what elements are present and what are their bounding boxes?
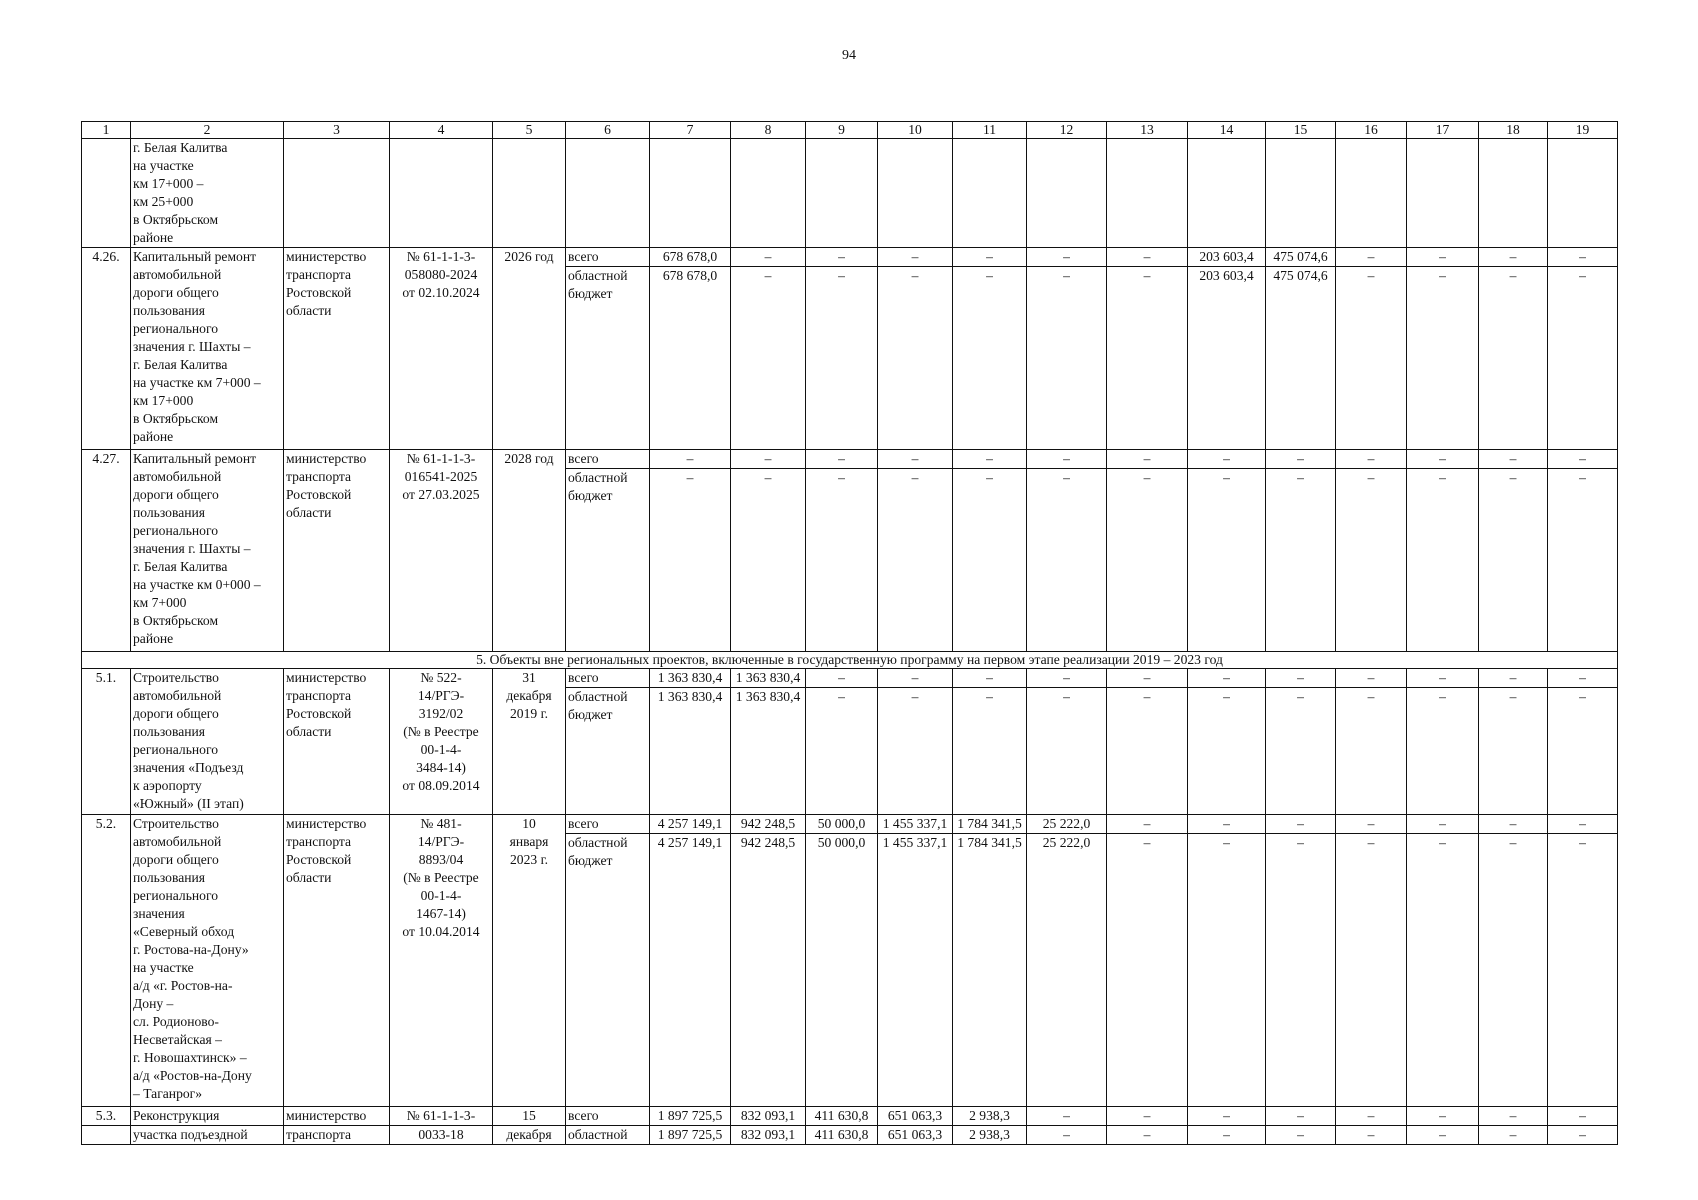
amount-cell: – — [1548, 267, 1618, 450]
amount-cell: 651 063,3 — [878, 1107, 953, 1126]
responsible-org: министерство транспорта Ростовской области — [284, 248, 390, 450]
object-name: Реконструкция — [131, 1107, 284, 1126]
object-name: участка подъездной — [131, 1126, 284, 1145]
expertise-document: № 522- 14/РГЭ- 3192/02 (№ в Реестре 00-1-4- 3484-14) от 08.09.2014 — [390, 669, 493, 815]
amount-cell: – — [1336, 815, 1407, 834]
column-number: 17 — [1407, 122, 1479, 139]
table-cell — [650, 139, 731, 248]
amount-cell: 1 363 830,4 — [650, 669, 731, 688]
object-name: Капитальный ремонт автомобильной дороги общего пользования регионального значения г. Шахты – г. Белая Калитва на участке км 7+000 – км 17+000 в Октябрьском районе — [131, 248, 284, 450]
table-cell — [566, 139, 650, 248]
row-number: 5.1. — [82, 669, 131, 815]
amount-cell: – — [1548, 248, 1618, 267]
amount-cell: – — [1027, 469, 1107, 652]
completion-date: декабря — [493, 1126, 566, 1145]
amount-cell: 4 257 149,1 — [650, 834, 731, 1107]
amount-cell: – — [1479, 450, 1548, 469]
funding-source: областной бюджет — [566, 834, 650, 1107]
responsible-org: министерство транспорта Ростовской области — [284, 815, 390, 1107]
amount-cell: – — [878, 267, 953, 450]
table-cell — [1027, 139, 1107, 248]
table-cell — [1266, 139, 1336, 248]
table-row — [82, 815, 1618, 834]
funding-source: всего — [566, 1107, 650, 1126]
amount-cell: – — [1479, 669, 1548, 688]
amount-cell: 50 000,0 — [806, 815, 878, 834]
amount-cell: – — [878, 469, 953, 652]
amount-cell: 678 678,0 — [650, 267, 731, 450]
amount-cell: – — [1548, 669, 1618, 688]
expertise-document: № 61-1-1-3- 058080-2024 от 02.10.2024 — [390, 248, 493, 450]
amount-cell: 411 630,8 — [806, 1126, 878, 1145]
amount-cell: 678 678,0 — [650, 248, 731, 267]
amount-cell: – — [1107, 1107, 1188, 1126]
table-cell — [390, 139, 493, 248]
amount-cell: – — [1107, 669, 1188, 688]
column-number: 14 — [1188, 122, 1266, 139]
amount-cell: 411 630,8 — [806, 1107, 878, 1126]
amount-cell: – — [1266, 834, 1336, 1107]
amount-cell: – — [1407, 1107, 1479, 1126]
amount-cell: 1 363 830,4 — [650, 688, 731, 815]
column-number: 9 — [806, 122, 878, 139]
amount-cell: – — [1188, 1126, 1266, 1145]
amount-cell: – — [731, 450, 806, 469]
column-number: 8 — [731, 122, 806, 139]
amount-cell: – — [1266, 1107, 1336, 1126]
amount-cell: – — [1027, 669, 1107, 688]
responsible-org: министерство транспорта Ростовской области — [284, 450, 390, 652]
row-number: 4.26. — [82, 248, 131, 450]
row-number: 5.2. — [82, 815, 131, 1107]
completion-date: 2028 год — [493, 450, 566, 652]
amount-cell: – — [1107, 834, 1188, 1107]
amount-cell: – — [1188, 834, 1266, 1107]
amount-cell: – — [1336, 450, 1407, 469]
amount-cell: 651 063,3 — [878, 1126, 953, 1145]
amount-cell: – — [953, 469, 1027, 652]
amount-cell: – — [1336, 248, 1407, 267]
amount-cell: – — [1188, 688, 1266, 815]
amount-cell: 832 093,1 — [731, 1126, 806, 1145]
amount-cell: – — [1107, 688, 1188, 815]
amount-cell: – — [1407, 815, 1479, 834]
column-number: 16 — [1336, 122, 1407, 139]
funding-source: всего — [566, 248, 650, 267]
amount-cell: – — [953, 450, 1027, 469]
column-number: 1 — [82, 122, 131, 139]
table-cell — [953, 139, 1027, 248]
column-number: 10 — [878, 122, 953, 139]
table-cell — [878, 139, 953, 248]
amount-cell: – — [953, 669, 1027, 688]
section-row — [82, 652, 1618, 669]
column-number: 6 — [566, 122, 650, 139]
amount-cell: – — [953, 688, 1027, 815]
amount-cell: – — [1407, 1126, 1479, 1145]
header-row — [82, 122, 1618, 139]
amount-cell: 1 897 725,5 — [650, 1107, 731, 1126]
amount-cell: – — [1107, 267, 1188, 450]
amount-cell: – — [1266, 1126, 1336, 1145]
table-cell — [284, 139, 390, 248]
object-name: Капитальный ремонт автомобильной дороги общего пользования регионального значения г. Шахты – г. Белая Калитва на участке км 0+000 – км 7+000 в Октябрьском районе — [131, 450, 284, 652]
table-cell — [1479, 139, 1548, 248]
table-cell — [1107, 139, 1188, 248]
amount-cell: 1 784 341,5 — [953, 815, 1027, 834]
table-cell — [1336, 139, 1407, 248]
amount-cell: – — [1107, 815, 1188, 834]
column-number: 12 — [1027, 122, 1107, 139]
amount-cell: 4 257 149,1 — [650, 815, 731, 834]
amount-cell: – — [878, 248, 953, 267]
table-row — [82, 139, 1618, 248]
amount-cell: 2 938,3 — [953, 1126, 1027, 1145]
amount-cell: 942 248,5 — [731, 815, 806, 834]
table-row — [82, 450, 1618, 469]
amount-cell: – — [1336, 834, 1407, 1107]
amount-cell: – — [953, 248, 1027, 267]
funding-source: областной бюджет — [566, 688, 650, 815]
amount-cell: – — [731, 469, 806, 652]
table-row — [82, 1107, 1618, 1126]
amount-cell: – — [1479, 469, 1548, 652]
amount-cell: – — [806, 450, 878, 469]
amount-cell: – — [1548, 450, 1618, 469]
amount-cell: – — [1548, 688, 1618, 815]
table-cell — [493, 139, 566, 248]
column-number: 5 — [493, 122, 566, 139]
amount-cell: – — [1336, 267, 1407, 450]
amount-cell: – — [1266, 450, 1336, 469]
amount-cell: – — [1188, 1107, 1266, 1126]
table-cell — [1548, 139, 1618, 248]
amount-cell: – — [1027, 1126, 1107, 1145]
table-row — [82, 248, 1618, 267]
funding-source: всего — [566, 815, 650, 834]
column-number: 2 — [131, 122, 284, 139]
object-name: Строительство автомобильной дороги общего пользования регионального значения «Подъезд к аэропорту «Южный» (II этап) — [131, 669, 284, 815]
amount-cell: – — [1479, 267, 1548, 450]
table-row — [82, 1126, 1618, 1145]
amount-cell: – — [806, 669, 878, 688]
expertise-document: 0033-18 — [390, 1126, 493, 1145]
section-title: 5. Объекты вне региональных проектов, включенные в государственную программу на первом этапе реализации 2019 – 2023 год — [82, 652, 1618, 669]
row-number: 5.3. — [82, 1107, 131, 1126]
table-cell — [731, 139, 806, 248]
completion-date: 31 декабря 2019 г. — [493, 669, 566, 815]
amount-cell: – — [1188, 450, 1266, 469]
completion-date: 2026 год — [493, 248, 566, 450]
responsible-org: министерство — [284, 1107, 390, 1126]
amount-cell: – — [1407, 834, 1479, 1107]
amount-cell: 1 363 830,4 — [731, 669, 806, 688]
amount-cell: – — [1479, 1126, 1548, 1145]
amount-cell: – — [1479, 834, 1548, 1107]
amount-cell: – — [1479, 248, 1548, 267]
expertise-document: № 481- 14/РГЭ- 8893/04 (№ в Реестре 00-1-4- 1467-14) от 10.04.2014 — [390, 815, 493, 1107]
amount-cell: 832 093,1 — [731, 1107, 806, 1126]
amount-cell: 475 074,6 — [1266, 267, 1336, 450]
completion-date: 10 января 2023 г. — [493, 815, 566, 1107]
amount-cell: – — [1188, 669, 1266, 688]
amount-cell: – — [806, 248, 878, 267]
amount-cell: – — [1548, 1126, 1618, 1145]
table-row — [82, 669, 1618, 688]
amount-cell: – — [1107, 1126, 1188, 1145]
amount-cell: 203 603,4 — [1188, 267, 1266, 450]
amount-cell: – — [1027, 1107, 1107, 1126]
funding-source: всего — [566, 669, 650, 688]
amount-cell: – — [1027, 688, 1107, 815]
amount-cell: 942 248,5 — [731, 834, 806, 1107]
amount-cell: – — [1407, 669, 1479, 688]
amount-cell: – — [1548, 834, 1618, 1107]
amount-cell: 2 938,3 — [953, 1107, 1027, 1126]
amount-cell: – — [1407, 469, 1479, 652]
amount-cell: – — [806, 267, 878, 450]
column-number: 13 — [1107, 122, 1188, 139]
row-number — [82, 1126, 131, 1145]
expertise-document: № 61-1-1-3- 016541-2025 от 27.03.2025 — [390, 450, 493, 652]
amount-cell: – — [878, 450, 953, 469]
amount-cell: – — [1548, 1107, 1618, 1126]
amount-cell: 1 455 337,1 — [878, 815, 953, 834]
table-cell — [1188, 139, 1266, 248]
amount-cell: – — [1407, 450, 1479, 469]
column-number: 4 — [390, 122, 493, 139]
amount-cell: – — [1479, 688, 1548, 815]
funding-source: всего — [566, 450, 650, 469]
amount-cell: – — [1027, 450, 1107, 469]
amount-cell: 475 074,6 — [1266, 248, 1336, 267]
amount-cell: – — [1336, 469, 1407, 652]
table-cell — [1407, 139, 1479, 248]
amount-cell: – — [953, 267, 1027, 450]
amount-cell: – — [1266, 469, 1336, 652]
amount-cell: 1 897 725,5 — [650, 1126, 731, 1145]
program-table — [81, 121, 1618, 1145]
page-number: 94 — [842, 48, 856, 63]
object-name: Строительство автомобильной дороги общего пользования регионального значения «Северный обход г. Ростова-на-Дону» на участке а/д «г. Ростов-на- Дону – сл. Родионово- Несветайская – г. Новошахтинск» – а/д «Ростов-на-Дону – Таганрог» — [131, 815, 284, 1107]
amount-cell: – — [1548, 469, 1618, 652]
table-cell — [806, 139, 878, 248]
completion-date: 15 — [493, 1107, 566, 1126]
amount-cell: – — [1188, 469, 1266, 652]
funding-source: областной — [566, 1126, 650, 1145]
amount-cell: – — [1479, 815, 1548, 834]
amount-cell: – — [806, 469, 878, 652]
expertise-document: № 61-1-1-3- — [390, 1107, 493, 1126]
amount-cell: – — [1407, 688, 1479, 815]
amount-cell: 25 222,0 — [1027, 834, 1107, 1107]
amount-cell: – — [878, 669, 953, 688]
amount-cell: – — [1336, 669, 1407, 688]
column-number: 3 — [284, 122, 390, 139]
object-name: г. Белая Калитва на участке км 17+000 – км 25+000 в Октябрьском районе — [131, 139, 284, 248]
amount-cell: – — [1266, 815, 1336, 834]
amount-cell: 25 222,0 — [1027, 815, 1107, 834]
amount-cell: – — [731, 267, 806, 450]
amount-cell: – — [806, 688, 878, 815]
amount-cell: 1 363 830,4 — [731, 688, 806, 815]
amount-cell: – — [1548, 815, 1618, 834]
amount-cell: – — [1107, 450, 1188, 469]
row-number — [82, 139, 131, 248]
amount-cell: – — [1336, 1107, 1407, 1126]
amount-cell: – — [731, 248, 806, 267]
column-number: 19 — [1548, 122, 1618, 139]
amount-cell: – — [650, 450, 731, 469]
amount-cell: – — [1266, 688, 1336, 815]
funding-source: областной бюджет — [566, 267, 650, 450]
amount-cell: – — [1027, 248, 1107, 267]
amount-cell: 50 000,0 — [806, 834, 878, 1107]
amount-cell: 1 455 337,1 — [878, 834, 953, 1107]
responsible-org: транспорта — [284, 1126, 390, 1145]
row-number: 4.27. — [82, 450, 131, 652]
amount-cell: – — [878, 688, 953, 815]
amount-cell: 1 784 341,5 — [953, 834, 1027, 1107]
amount-cell: – — [1479, 1107, 1548, 1126]
column-number: 7 — [650, 122, 731, 139]
amount-cell: – — [1107, 248, 1188, 267]
amount-cell: – — [1407, 267, 1479, 450]
amount-cell: 203 603,4 — [1188, 248, 1266, 267]
amount-cell: – — [650, 469, 731, 652]
amount-cell: – — [1188, 815, 1266, 834]
responsible-org: министерство транспорта Ростовской области — [284, 669, 390, 815]
amount-cell: – — [1266, 669, 1336, 688]
column-number: 18 — [1479, 122, 1548, 139]
amount-cell: – — [1027, 267, 1107, 450]
column-number: 15 — [1266, 122, 1336, 139]
amount-cell: – — [1107, 469, 1188, 652]
funding-source: областной бюджет — [566, 469, 650, 652]
amount-cell: – — [1407, 248, 1479, 267]
amount-cell: – — [1336, 1126, 1407, 1145]
column-number: 11 — [953, 122, 1027, 139]
amount-cell: – — [1336, 688, 1407, 815]
